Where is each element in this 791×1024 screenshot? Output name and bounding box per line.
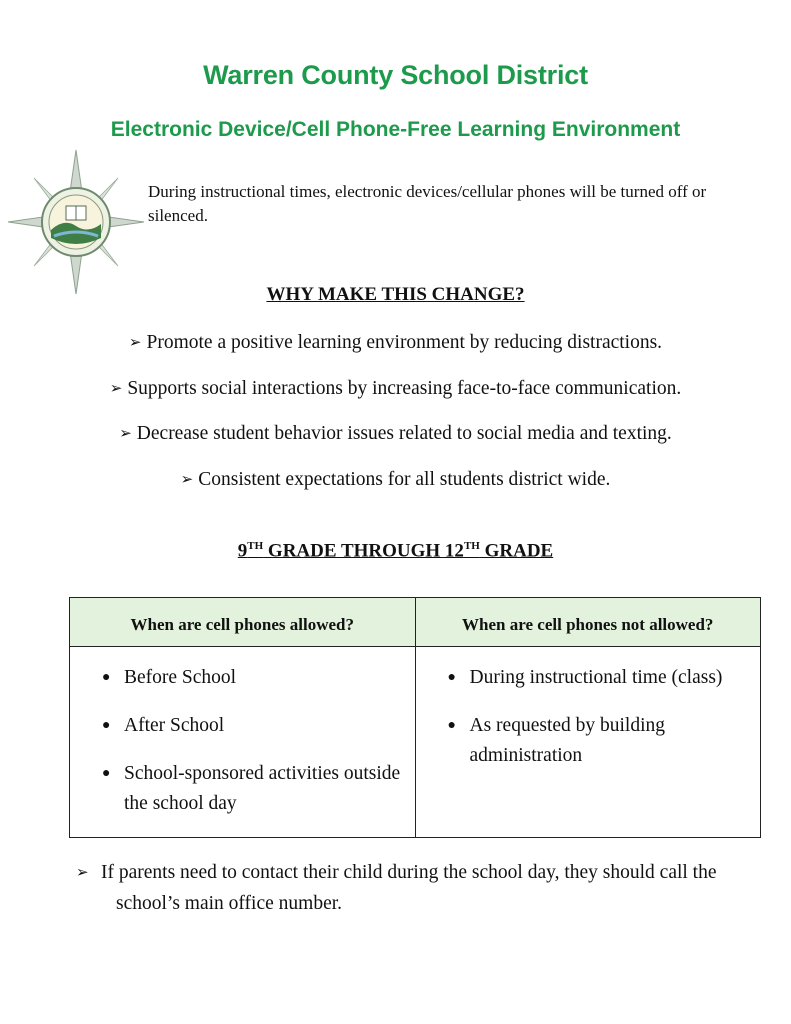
arrow-bullet-icon: ➢ [109,380,123,397]
bullet-icon: ● [102,670,111,685]
cell-phone-policy-table [69,597,761,838]
reasons-list [0,328,791,510]
bullet-icon: ● [102,766,111,781]
list-item: ● As requested by building administration [416,711,761,771]
not-allowed-column-header: When are cell phones not allowed? [415,598,761,647]
list-item [0,374,791,420]
reason-text: Promote a positive learning environment by reducing distractions. [146,332,663,353]
why-heading: WHY MAKE THIS CHANGE? [266,284,525,305]
footer-note: ➢ If parents need to contact their child during the school day, they should call the school’s main office number. [76,862,717,914]
arrow-bullet-icon: ➢ [119,426,132,442]
list-item: ● After School [70,711,415,741]
grade-heading: 9TH GRADE THROUGH 12TH GRADE [237,540,554,562]
reason-text: Consistent expectations for all students district wide. [198,468,611,490]
allowed-cell [70,647,416,838]
page-title: Warren County School District [203,60,588,90]
not-allowed-cell [415,647,761,838]
bullet-icon: ● [447,670,456,685]
list-item [0,328,791,374]
list-item [0,465,791,511]
reason-text: Decrease student behavior issues related to social media and texting. [136,423,672,444]
list-item: ● Before School [70,663,415,693]
allowed-column-header: When are cell phones allowed? [70,598,416,647]
reason-text: Supports social interactions by increasing face-to-face communication. [127,377,682,399]
arrow-bullet-icon: ➢ [128,335,142,351]
list-item [0,419,791,465]
list-item: ● School-sponsored activities outside the school day [70,759,415,819]
bullet-icon: ● [447,718,456,733]
list-item: ● During instructional time (class) [416,663,761,693]
bullet-icon: ● [102,718,111,733]
intro-text: During instructional times, electronic devices/cellular phones will be turned off or silenced. [148,182,707,225]
district-seal-logo [6,148,146,296]
arrow-bullet-icon: ➢ [180,471,194,488]
page-subtitle: Electronic Device/Cell Phone-Free Learning Environment [110,118,681,141]
